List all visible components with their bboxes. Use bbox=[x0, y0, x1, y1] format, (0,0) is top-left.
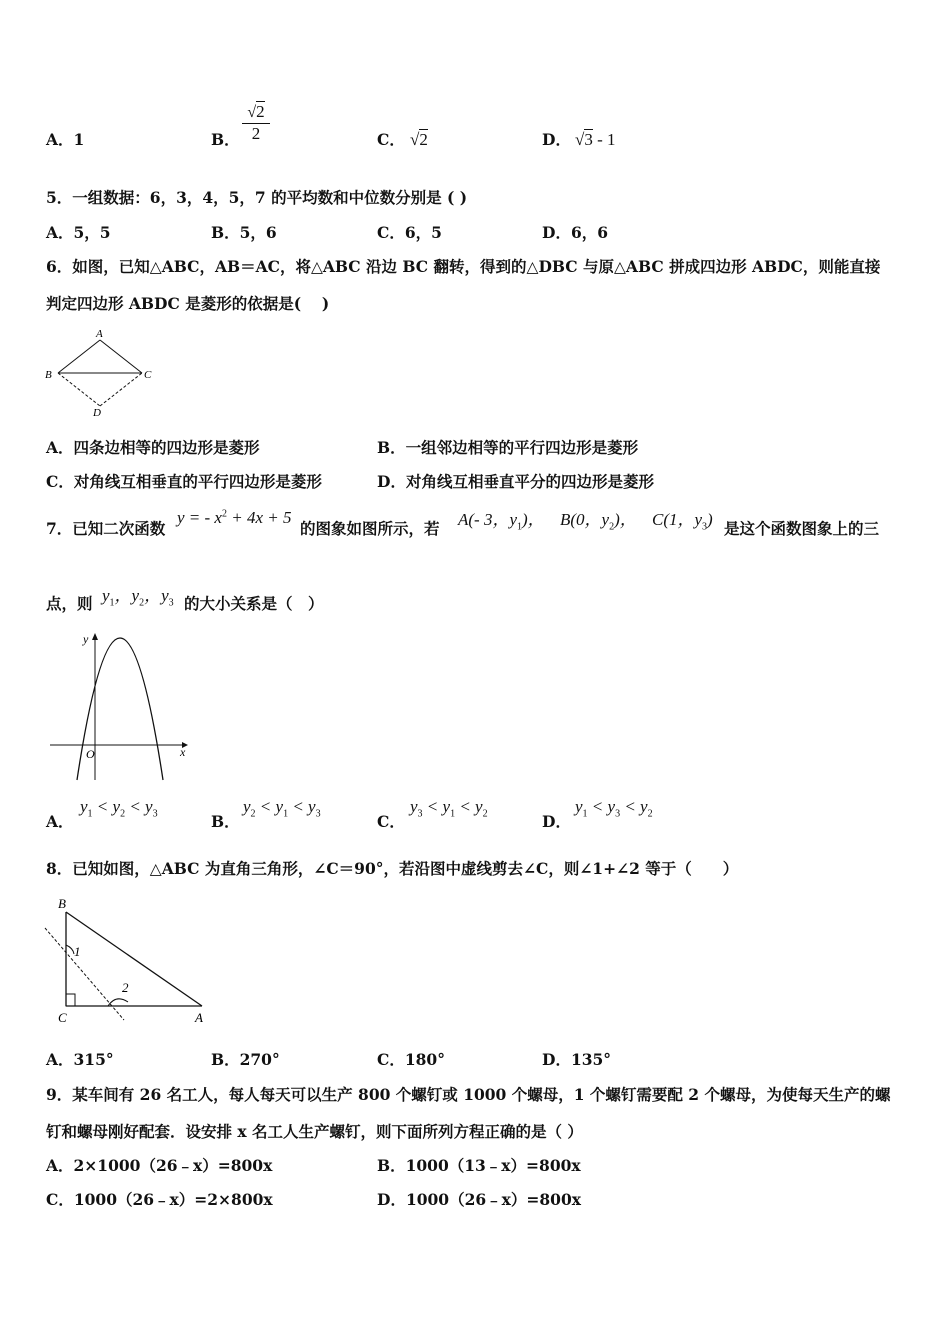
q4-option-b-fraction: √2 2 bbox=[242, 102, 270, 144]
q6-option-d: D．对角线互相垂直平分的四边形是菱形 bbox=[377, 472, 654, 491]
q9-option-d: D．1000（26﹣x）=800x bbox=[377, 1190, 581, 1209]
q8-triangle-figure bbox=[40, 890, 215, 1028]
q4-option-c: C． bbox=[377, 130, 405, 149]
q7-option-d-label: D． bbox=[542, 812, 571, 831]
q8-option-a: A．315° bbox=[46, 1050, 114, 1069]
q7-point-c: C(1，$y_3$) bbox=[652, 510, 713, 533]
q4-option-a: A．1 bbox=[46, 130, 85, 149]
q8-label-c: C bbox=[58, 1010, 67, 1025]
q7-parabola-graph bbox=[48, 628, 193, 786]
q6-option-a: A．四条边相等的四边形是菱形 bbox=[46, 438, 260, 457]
q4-option-d: D． bbox=[542, 130, 571, 149]
q7-option-c-math: $y_3 < y_1 < y_2$ bbox=[410, 797, 488, 820]
q6-stem-line1: 6．如图，已知△ABC，AB＝AC，将△ABC 沿边 BC 翻转，得到的△DBC 与原△ABC 拼成四边形 ABDC，则能直接 bbox=[46, 257, 881, 276]
q8-option-c: C．180° bbox=[377, 1050, 445, 1069]
q7-option-d-math: $y_1 < y_3 < y_2$ bbox=[575, 797, 653, 820]
q6-line-ac bbox=[100, 340, 142, 373]
q6-label-c: C bbox=[144, 369, 152, 381]
q4-option-d-math: √3 - 1 bbox=[575, 130, 616, 149]
q9-option-a: A．2×1000（26﹣x）=800x bbox=[46, 1156, 273, 1175]
q7-stem-part3: 是这个函数图象上的三 bbox=[724, 519, 880, 538]
q7-y-label: y bbox=[83, 632, 89, 646]
q7-y-list: $y_1$，$y_2$，$y_3$ bbox=[102, 586, 174, 609]
q8-label-angle1: 1 bbox=[74, 944, 81, 959]
q7-point-b: B(0，$y_2$)， bbox=[560, 510, 637, 533]
q4-option-c-math: √2 bbox=[410, 130, 428, 149]
q7-line2-part1: 点，则 bbox=[46, 594, 93, 613]
q8-stem: 8．已知如图，△ABC 为直角三角形，∠C＝90°，若沿图中虚线剪去∠C，则∠1+∠2 等于（ ） bbox=[46, 859, 739, 878]
q8-option-d: D．135° bbox=[542, 1050, 612, 1069]
q7-option-c-label: C． bbox=[377, 812, 405, 831]
q5-stem: 5．一组数据：6，3，4，5，7 的平均数和中位数分别是 ( ) bbox=[46, 188, 468, 207]
q8-angle1-arc bbox=[66, 945, 74, 954]
q7-point-a: A(- 3，$y_1$)， bbox=[458, 510, 545, 533]
q6-line-bd bbox=[58, 373, 100, 406]
q7-line2-part2: 的大小关系是（ ） bbox=[184, 594, 324, 613]
q7-option-b-math: $y_2 < y_1 < y_3$ bbox=[243, 797, 321, 820]
q8-label-angle2: 2 bbox=[122, 980, 129, 995]
q7-option-a-label: A． bbox=[46, 812, 74, 831]
q7-option-a-math: $y_1 < y_2 < y_3$ bbox=[80, 797, 158, 820]
q7-stem-part2: 的图象如图所示，若 bbox=[300, 519, 440, 538]
q6-option-b: B．一组邻边相等的平行四边形是菱形 bbox=[377, 438, 639, 457]
q8-side-ba bbox=[66, 912, 202, 1006]
q7-function: y = - $x^2 + 4x + 5$ bbox=[177, 508, 292, 527]
q8-right-angle-mark bbox=[66, 994, 75, 1006]
q6-stem-line2: 判定四边形 ABDC 是菱形的依据是( ) bbox=[46, 294, 330, 313]
q7-option-b-label: B． bbox=[211, 812, 240, 831]
q7-origin-label: O bbox=[86, 747, 95, 761]
q6-label-d: D bbox=[93, 407, 101, 418]
q9-option-c: C．1000（26﹣x）=2×800x bbox=[46, 1190, 273, 1209]
q5-option-c: C．6，5 bbox=[377, 223, 442, 242]
q7-x-label: x bbox=[180, 745, 186, 759]
q8-label-a: A bbox=[195, 1010, 203, 1025]
q9-stem-line2: 钉和螺母刚好配套．设安排 x 名工人生产螺钉，则下面所列方程正确的是（ ） bbox=[46, 1122, 583, 1141]
q8-option-b: B．270° bbox=[211, 1050, 280, 1069]
q7-stem-part1: 7．已知二次函数 bbox=[46, 519, 166, 538]
q6-line-ba bbox=[58, 340, 100, 373]
q9-option-b: B．1000（13﹣x）=800x bbox=[377, 1156, 581, 1175]
q6-label-a: A bbox=[96, 328, 103, 340]
q4-option-b: B． bbox=[211, 130, 240, 149]
q5-option-a: A．5，5 bbox=[46, 223, 111, 242]
q5-option-b: B．5，6 bbox=[211, 223, 277, 242]
q6-label-b: B bbox=[45, 369, 52, 381]
q7-y-arrow bbox=[92, 633, 98, 640]
q9-stem-line1: 9．某车间有 26 名工人，每人每天可以生产 800 个螺钉或 1000 个螺母，1 个螺钉需要配 2 个螺母，为使每天生产的螺 bbox=[46, 1085, 891, 1104]
q8-label-b: B bbox=[58, 896, 66, 911]
q6-line-dc bbox=[100, 373, 142, 406]
q5-option-d: D．6，6 bbox=[542, 223, 609, 242]
q6-rhombus-figure bbox=[40, 326, 165, 418]
q6-option-c: C．对角线互相垂直的平行四边形是菱形 bbox=[46, 472, 322, 491]
